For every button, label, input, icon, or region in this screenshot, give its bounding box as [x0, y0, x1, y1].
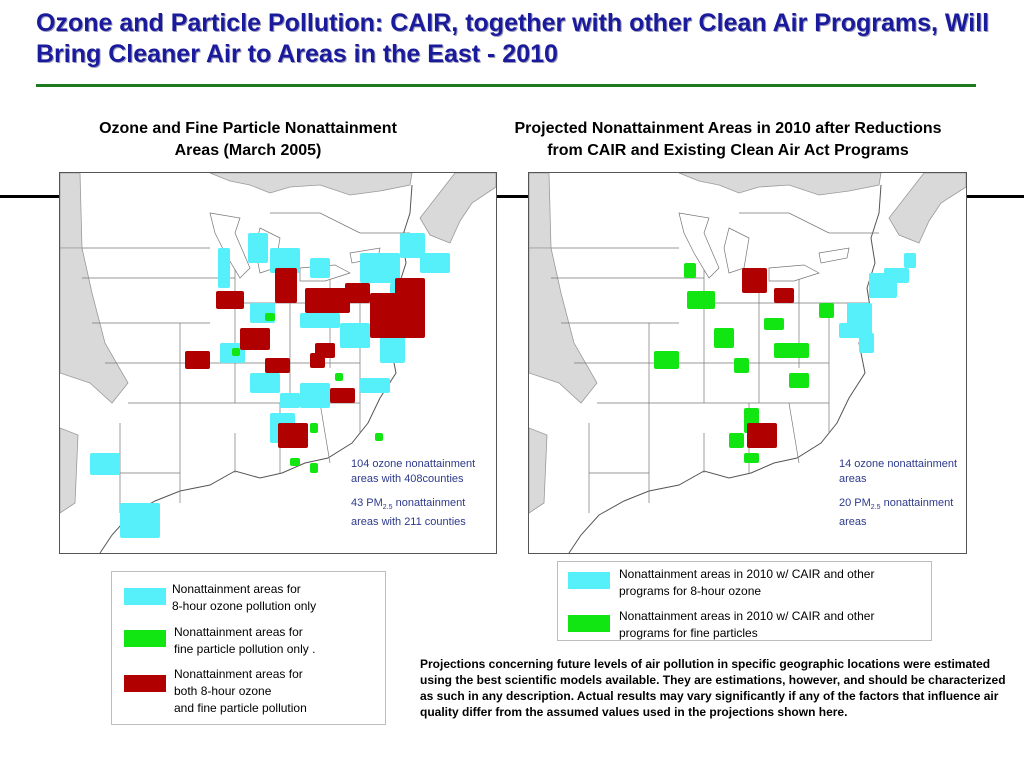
both-pollutants-area — [345, 283, 370, 303]
both-pollutants-area — [265, 358, 290, 373]
ozone-only-area — [310, 258, 330, 278]
legend-swatch-fine-particle-only — [124, 630, 166, 647]
both-pollutants-area — [310, 353, 325, 368]
map-2005-notes — [351, 457, 491, 539]
both-pollutants-area — [395, 278, 425, 298]
left-panel-title-line2: Areas (March 2005) — [174, 142, 322, 159]
legend-2010 — [557, 561, 932, 641]
left-panel-title-line1: Ozone and Fine Particle Nonattainment — [99, 120, 397, 137]
ozone-only-area — [360, 253, 400, 283]
ozone-area-2010 — [859, 333, 874, 353]
ozone-area-2010 — [839, 323, 854, 338]
fine-particle-only-area — [265, 313, 275, 321]
legend-swatch-ozone-2010 — [568, 572, 610, 589]
right-panel-title-line1: Projected Nonattainment Areas in 2010 after Reductions — [514, 120, 942, 137]
ozone-area-2010 — [904, 253, 916, 268]
fine-particle-only-area — [375, 433, 383, 441]
fine-particle-only-area — [290, 458, 300, 466]
divider-left — [0, 195, 60, 198]
pm-area-count-2005: 43 $PM_{2.5}$ nonattainment areas with 211 counties — [351, 497, 466, 529]
ozone-area-2010 — [884, 268, 909, 283]
projection-disclaimer: Projections concerning future levels of air pollution in specific geographic locations were estimated using the best scientific models available. They are estimations, however, and should be characterized as such in any description. Actual results may vary significantly if any of the factors that influence air quality differ from the assumed values used in the projections shown here. — [420, 657, 1006, 719]
fine-particle-area-2010 — [684, 263, 696, 278]
fine-particle-area-2010 — [774, 343, 809, 358]
map-2005 — [59, 172, 497, 554]
ozone-only-area — [90, 453, 120, 475]
both-pollutants-area — [278, 423, 308, 448]
ozone-only-area — [300, 313, 340, 328]
ozone-only-area — [218, 248, 230, 288]
ozone-only-area — [340, 323, 370, 348]
both-pollutants-area — [330, 388, 355, 403]
both-pollutants-area — [370, 293, 425, 338]
ozone-only-area — [300, 383, 330, 408]
both-pollutants-area-2010 — [774, 288, 794, 303]
ozone-only-area — [250, 373, 280, 393]
ozone-only-area — [248, 233, 268, 263]
slide-title: Ozone and Particle Pollution: CAIR, together with other Clean Air Programs, Will Bring Cleaner Air to Areas in the East - 2010 — [36, 9, 990, 68]
fine-particle-only-area — [310, 423, 318, 433]
both-pollutants-area — [216, 291, 244, 309]
legend-item-fine-particle-2010: Nonattainment areas in 2010 w/ CAIR and other programs for fine particles — [619, 609, 875, 640]
legend-swatch-ozone-only — [124, 588, 166, 605]
legend-item-fine-particle-only: Nonattainment areas for fine particle pollution only . — [174, 625, 316, 656]
legend-2005 — [111, 571, 386, 725]
fine-particle-area-2010 — [714, 328, 734, 348]
both-pollutants-area — [185, 351, 210, 369]
pm-area-count-2010: 20 $PM_{2.5}$ nonattainment areas — [839, 497, 954, 529]
both-pollutants-area — [275, 268, 297, 303]
ozone-only-area — [360, 378, 390, 393]
fine-particle-area-2010 — [764, 318, 784, 330]
fine-particle-only-area — [310, 463, 318, 473]
ozone-only-area — [280, 393, 300, 408]
ozone-area-count-2005: 104 ozone nonattainment areas with 408counties — [351, 458, 476, 485]
both-pollutants-area — [305, 288, 350, 313]
right-panel-title-line2: from CAIR and Existing Clean Air Act Programs — [547, 142, 909, 159]
map-2010-notes — [839, 457, 964, 539]
fine-particle-area-2010 — [729, 433, 744, 448]
both-pollutants-area-2010 — [747, 423, 777, 448]
fine-particle-area-2010 — [654, 351, 679, 369]
western-gray-region — [529, 248, 597, 513]
legend-swatch-both — [124, 675, 166, 692]
legend-item-both: Nonattainment areas for both 8-hour ozone and fine particle pollution — [174, 667, 307, 715]
fine-particle-area-2010 — [734, 358, 749, 373]
fine-particle-area-2010 — [744, 453, 759, 463]
map-2010 — [528, 172, 967, 554]
both-pollutants-area-2010 — [742, 268, 767, 293]
fine-particle-area-2010 — [687, 291, 715, 309]
fine-particle-only-area — [232, 348, 240, 356]
ozone-only-area — [420, 253, 450, 273]
fine-particle-area-2010 — [789, 373, 809, 388]
ozone-area-count-2010: 14 ozone nonattainment areas — [839, 458, 958, 485]
coastline — [569, 185, 881, 553]
fine-particle-area-2010 — [819, 303, 834, 318]
legend-item-ozone-2010: Nonattainment areas in 2010 w/ CAIR and other programs for 8-hour ozone — [619, 567, 875, 598]
canada-region — [529, 173, 966, 248]
legend-swatch-fine-particle-2010 — [568, 615, 610, 632]
legend-item-ozone-only: Nonattainment areas for 8-hour ozone pollution only — [172, 582, 317, 613]
fine-particle-only-area — [335, 373, 343, 381]
divider-right — [966, 195, 1024, 198]
left-panel-title — [58, 118, 438, 162]
both-pollutants-area — [240, 328, 270, 350]
ozone-only-area — [120, 503, 160, 538]
title-rule — [36, 84, 976, 87]
right-panel-title — [454, 118, 1002, 162]
divider-middle — [495, 195, 529, 198]
